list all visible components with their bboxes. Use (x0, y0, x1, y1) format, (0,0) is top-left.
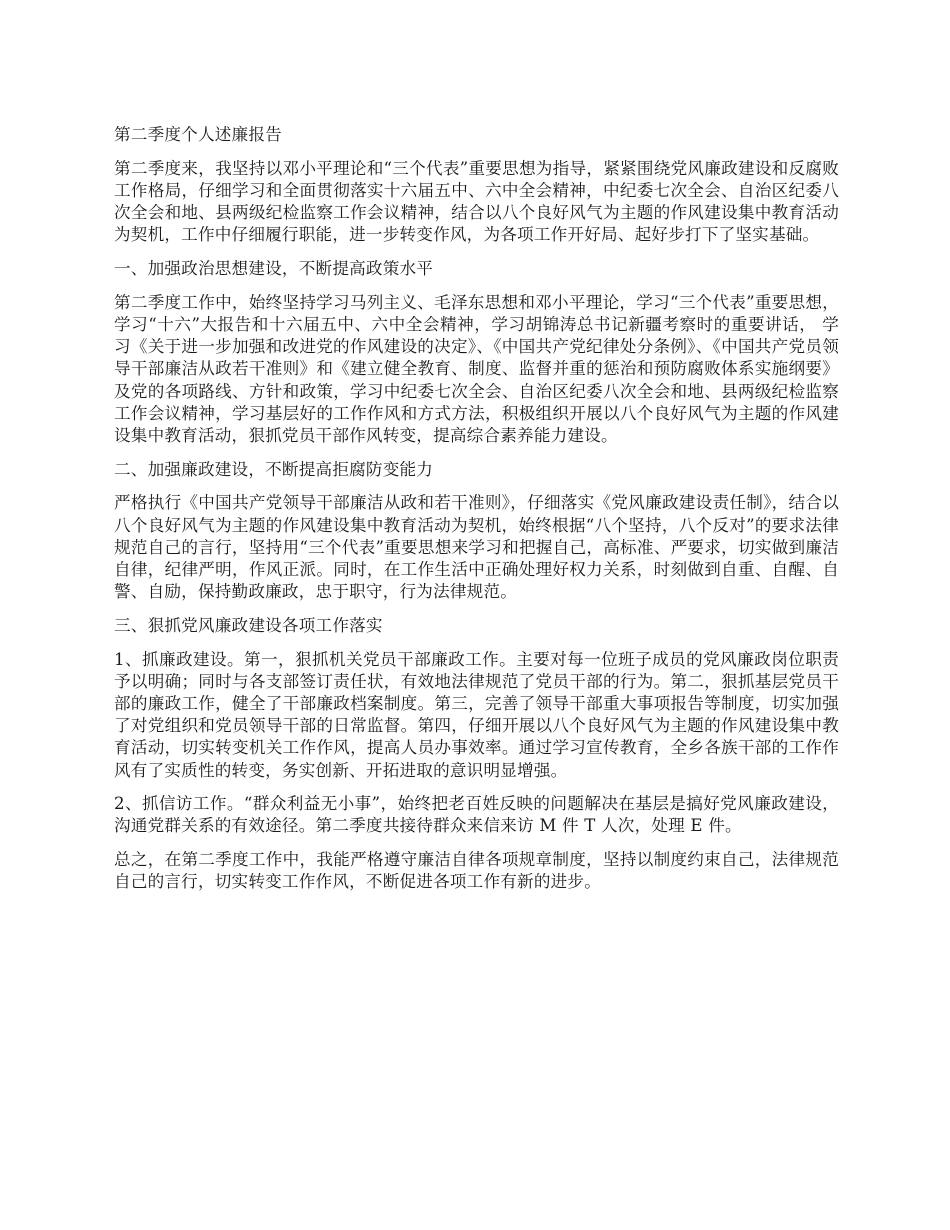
section-2-paragraph: 严格执行《中国共产党领导干部廉洁从政和若干准则》，仔细落实《党风廉政建设责任制》，结合以八个良好风气为主题的作风建设集中教育活动为契机，始终根据“八个坚持，八个反对”的要求法律规范自己的言行，坚持用“三个代表”重要思想来学习和把握自己，高标准、严要求，切实做到廉洁自律，纪律严明，作风正派。同时，在工作生活中正确处理好权力关系，时刻做到自重、自醒、自警、自励，保持勤政廉政，忠于职守，行为法律规范。 (114, 493, 839, 602)
section-2-heading: 二、加强廉政建设，不断提高拒腐防变能力 (114, 459, 434, 479)
section-3-item-1: 1、抓廉政建设。第一，狠抓机关党员干部廉政工作。主要对每一位班子成员的党风廉政岗位职责予以明确；同时与各支部签订责任状，有效地法律规范了党员干部的行为。第二，狠抓基层党员干部的廉政工作，健全了干部廉政档案制度。第三，完善了领导干部重大事项报告等制度，切实加强了对党组织和党员领导干部的日常监督。第四，仔细开展以八个良好风气为主题的作风建设集中教育活动，切实转变机关工作作风，提高人员办事效率。通过学习宣传教育，全乡各族干部的工作作风有了实质性的转变，务实创新、开拓进取的意识明显增强。 (114, 649, 839, 780)
section-3-item-2: 2、抓信访工作。“群众利益无小事”，始终把老百姓反映的问题解决在基层是搞好党风廉政建设，沟通党群关系的有效途径。第二季度共接待群众来信来访 M 件 T 人次，处理 E 件。 (114, 794, 839, 836)
document-title: 第二季度个人述廉报告 (114, 125, 282, 144)
conclusion-paragraph: 总之，在第二季度工作中，我能严格遵守廉洁自律各项规章制度，坚持以制度约束自己，法律规范自己的言行，切实转变工作作风，不断促进各项工作有新的进步。 (114, 850, 839, 892)
section-3-heading: 三、狠抓党风廉政建设各项工作落实 (114, 615, 383, 635)
section-1-heading: 一、加强政治思想建设，不断提高政策水平 (114, 259, 434, 279)
intro-paragraph: 第二季度来，我坚持以邓小平理论和“三个代表”重要思想为指导，紧紧围绕党风廉政建设和反腐败工作格局，仔细学习和全面贯彻落实十六届五中、六中全会精神，中纪委七次全会、自治区纪委八次全会和地、县两级纪检监察工作会议精神，结合以八个良好风气为主题的作风建设集中教育活动为契机，工作中仔细履行职能，进一步转变作风，为各项工作开好局、起好步打下了坚实基础。 (114, 158, 839, 245)
document-page (114, 124, 839, 905)
section-1-paragraph: 第二季度工作中，始终坚持学习马列主义、毛泽东思想和邓小平理论，学习“三个代表”重要思想，学习“十六”大报告和十六届五中、六中全会精神，学习胡锦涛总书记新疆考察时的重要讲话， 学习《关于进一步加强和改进党的作风建设的决定》、《中国共产党纪律处分条例》、《中国共产党员领导干部廉洁从政若干准则》和《建立健全教育、制度、监督并重的惩治和预防腐败体系实施纲要》及党的各项路线、方针和政策，学习中纪委七次全会、自治区纪委八次全会和地、县两级纪检监察工作会议精神，学习基层好的工作作风和方式方法，积极组织开展以八个良好风气为主题的作风建设集中教育活动，狠抓党员干部作风转变，提高综合素养能力建设。 (114, 292, 839, 445)
